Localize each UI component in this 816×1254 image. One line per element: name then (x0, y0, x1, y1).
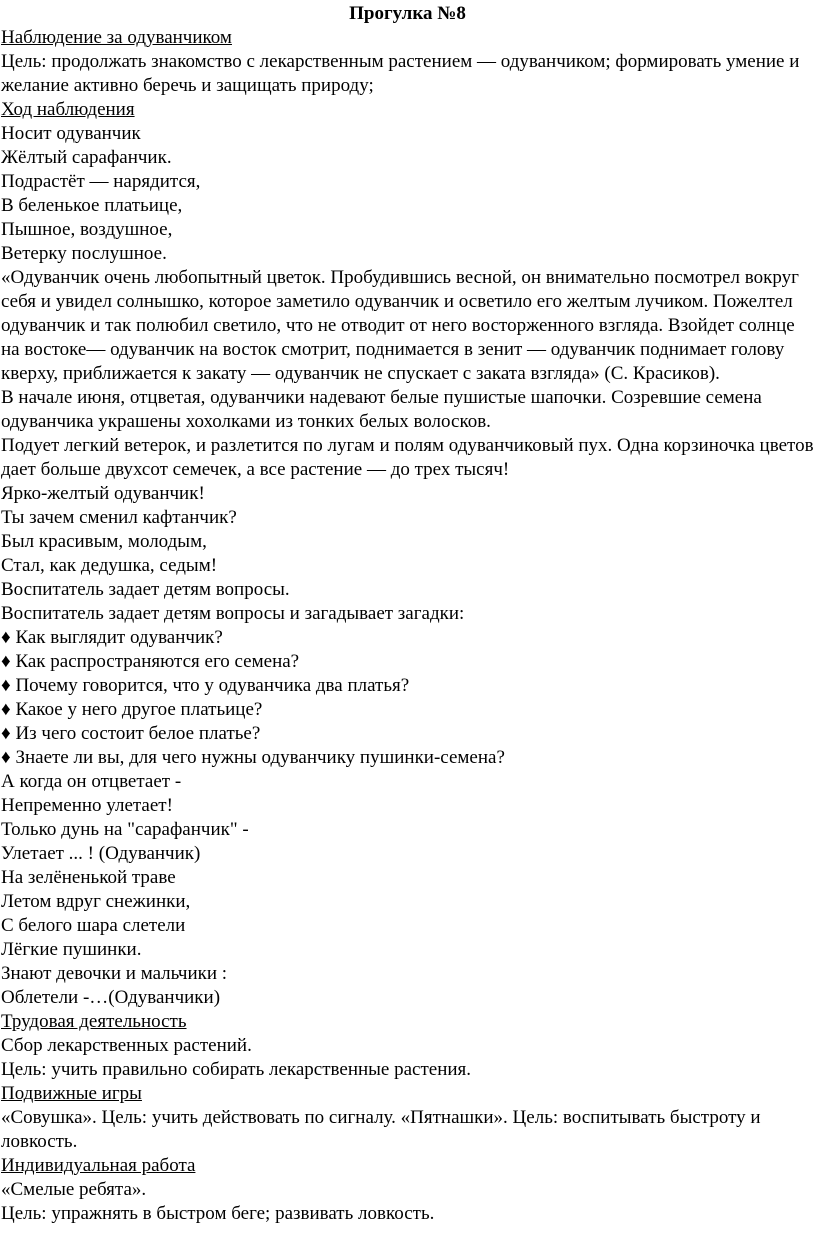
question-item (1, 650, 814, 674)
question-item (1, 746, 814, 770)
individual-goal: Цель: упражнять в быстром беге; развивать ловкость. (1, 1203, 435, 1224)
poem2-line: Ярко-желтый одуванчик! (1, 483, 205, 504)
question-text: Знаете ли вы, для чего нужны одуванчику пушинки-семена? (15, 747, 505, 768)
june-paragraph: В начале июня, отцветая, одуванчики надевают белые пушистые шапочки. Созревшие семена одуванчика украшены хохолками из тонких белых волосков. (1, 387, 762, 432)
question-text: Как выглядит одуванчик? (15, 627, 223, 648)
diamond-bullet-icon: ♦ (1, 699, 11, 720)
question-text: Почему говорится, что у одуванчика два платья? (15, 675, 410, 696)
riddle-line: Только дунь на "сарафанчик" - (1, 819, 249, 840)
question-text: Как распространяются его семена? (15, 651, 300, 672)
riddle-line: Знают девочки и мальчики : (1, 963, 228, 984)
poem1-line: Носит одуванчик (1, 123, 141, 144)
observation-goal: Цель: продолжать знакомство с лекарственным растением — одуванчиком; формировать умение и желание активно беречь и защищать природу; (1, 51, 800, 96)
observation-heading: Наблюдение за одуванчиком (1, 27, 232, 48)
question-item (1, 722, 814, 746)
diamond-bullet-icon: ♦ (1, 651, 11, 672)
poem2-line: Был красивым, молодым, (1, 531, 207, 552)
riddle-line: На зелёненькой траве (1, 867, 176, 888)
riddle-line: Непременно улетает! (1, 795, 173, 816)
labor-task: Сбор лекарственных растений. (1, 1035, 252, 1056)
riddle-line: Улетает ... ! (Одуванчик) (1, 843, 201, 864)
question-item (1, 626, 814, 650)
labor-goal: Цель: учить правильно собирать лекарственные растения. (1, 1059, 472, 1080)
poem1-line: Подрастёт — нарядится, (1, 171, 201, 192)
riddle-line: Летом вдруг снежинки, (1, 891, 191, 912)
wind-paragraph: Подует легкий ветерок, и разлетится по лугам и полям одуванчиковый пух. Одна корзиночка цветов дает больше двухсот семечек, а все растение — до трех тысяч! (1, 435, 814, 480)
dandelion-story: «Одуванчик очень любопытный цветок. Пробудившись весной, он внимательно посмотрел вокруг себя и увидел солнышко, которое заметило одуванчик и осветило его желтым лучиком. Пожелтел одуванчик и так полюбил светило, что не отводит от него восторженного взгляда. Взойдет солнце на востоке— одуванчик на восток смотрит, поднимается в зенит — одуванчик поднимает голову кверху, приближается к закату — одуванчик не спускает с заката взгляда» (С. Красиков). (1, 267, 799, 384)
poem1-line: В беленькое платьице, (1, 195, 183, 216)
poem2-line: Стал, как дедушка, седым! (1, 555, 218, 576)
poem1-line: Пышное, воздушное, (1, 219, 173, 240)
page-title: Прогулка №8 (349, 3, 466, 24)
question-item (1, 674, 814, 698)
question-text: Из чего состоит белое платье? (15, 723, 261, 744)
diamond-bullet-icon: ♦ (1, 627, 11, 648)
riddle-line: Облетели -…(Одуванчики) (1, 987, 221, 1008)
diamond-bullet-icon: ♦ (1, 747, 11, 768)
riddle-line: С белого шара слетели (1, 915, 186, 936)
poem2-line: Воспитатель задает детям вопросы. (1, 579, 290, 600)
course-heading: Ход наблюдения (1, 99, 135, 120)
question-text: Какое у него другое платьице? (15, 699, 263, 720)
individual-heading: Индивидуальная работа (1, 1155, 196, 1176)
riddle-line: Лёгкие пушинки. (1, 939, 142, 960)
poem2-line: Ты зачем сменил кафтанчик? (1, 507, 237, 528)
riddle-line: А когда он отцветает - (1, 771, 182, 792)
games-text: «Совушка». Цель: учить действовать по сигналу. «Пятнашки». Цель: воспитывать быстроту и ловкость. (1, 1107, 761, 1152)
poem1-line: Ветерку послушное. (1, 243, 167, 264)
question-item (1, 698, 814, 722)
poem2-line: Воспитатель задает детям вопросы и загадывает загадки: (1, 603, 465, 624)
labor-heading: Трудовая деятельность (1, 1011, 187, 1032)
diamond-bullet-icon: ♦ (1, 675, 11, 696)
diamond-bullet-icon: ♦ (1, 723, 11, 744)
games-heading: Подвижные игры (1, 1083, 142, 1104)
individual-task: «Смелые ребята». (1, 1179, 147, 1200)
poem1-line: Жёлтый сарафанчик. (1, 147, 172, 168)
